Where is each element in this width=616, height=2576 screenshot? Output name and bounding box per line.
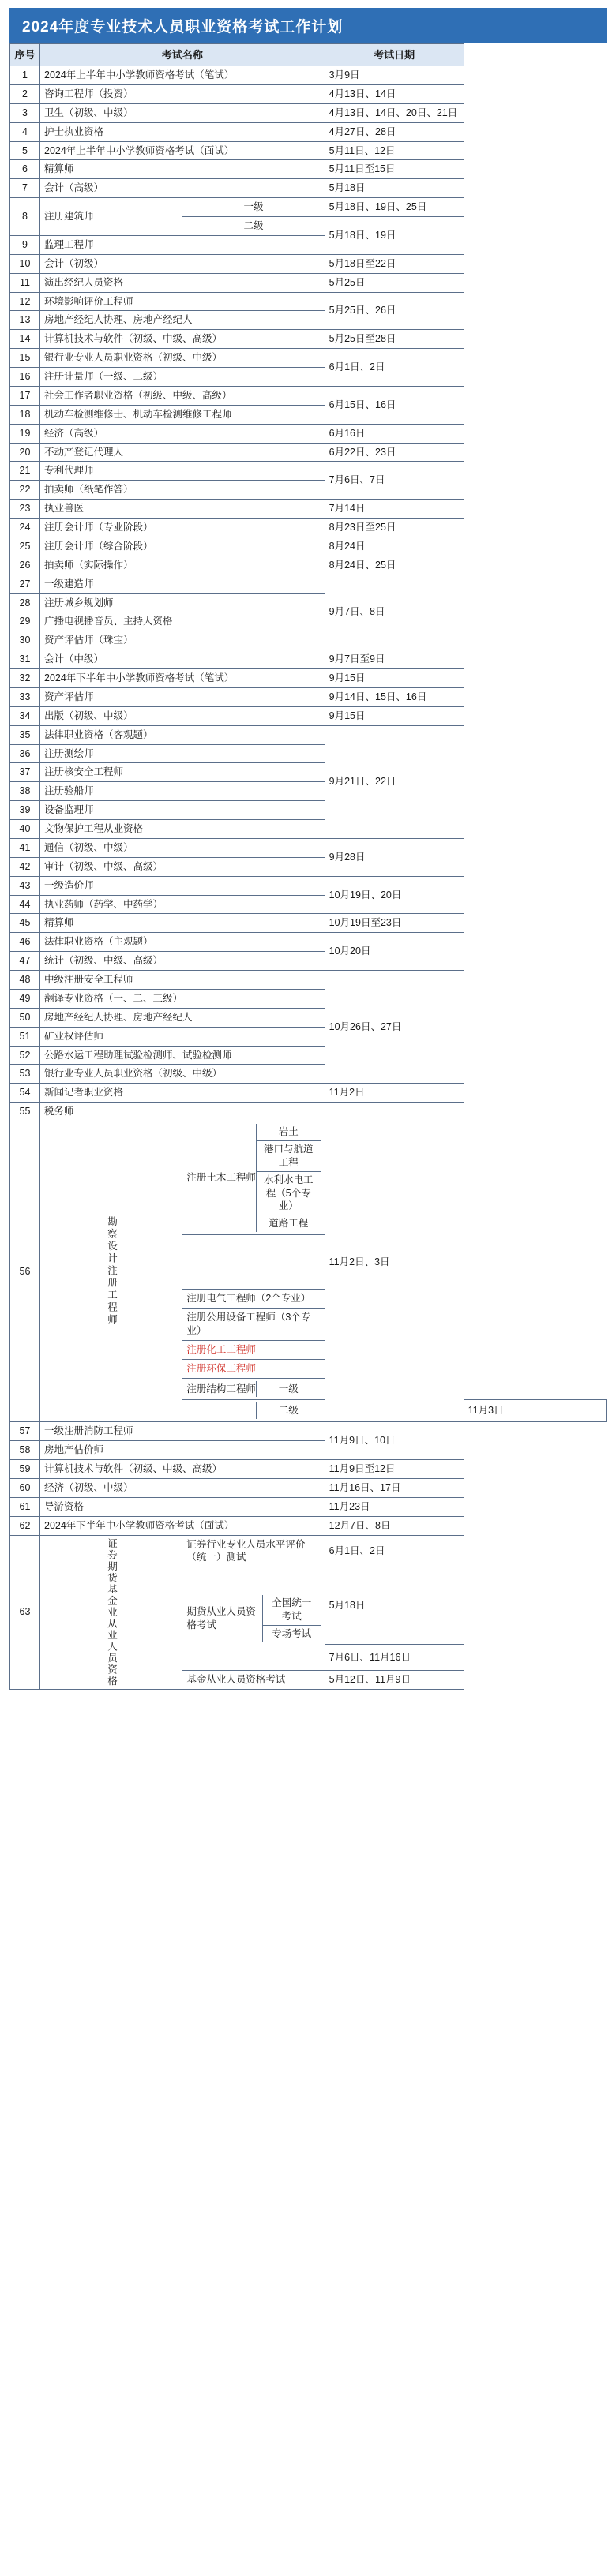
row-name: 房地产经纪人协理、房地产经纪人 xyxy=(40,311,325,330)
table-row xyxy=(10,254,607,273)
table-row xyxy=(10,801,607,820)
row-name: 会计（高级） xyxy=(40,179,325,198)
row-name: 注册计量师（一级、二级） xyxy=(40,368,325,387)
row-name: 卫生（初级、中级） xyxy=(40,103,325,122)
row-date: 3月9日 xyxy=(325,66,464,85)
row-subgroup xyxy=(182,1378,325,1400)
row-name: 房地产估价师 xyxy=(40,1441,325,1460)
row-seq: 51 xyxy=(10,1027,40,1046)
row-seq: 19 xyxy=(10,424,40,443)
row-group-label xyxy=(40,1535,182,1690)
row-seq: 2 xyxy=(10,84,40,103)
row-seq: 17 xyxy=(10,386,40,405)
row-seq: 5 xyxy=(10,141,40,160)
row-seq: 55 xyxy=(10,1103,40,1121)
row-seq: 49 xyxy=(10,989,40,1008)
row-name: 经济（高级） xyxy=(40,424,325,443)
row-date: 9月15日 xyxy=(325,706,464,725)
table-row xyxy=(10,424,607,443)
table-row xyxy=(10,820,607,839)
row-name: 2024年下半年中小学教师资格考试（笔试） xyxy=(40,669,325,688)
row-name: 翻译专业资格（一、二、三级） xyxy=(40,989,325,1008)
table-row xyxy=(10,650,607,669)
row-seq: 40 xyxy=(10,820,40,839)
row-seq: 1 xyxy=(10,66,40,85)
table-row xyxy=(10,1046,607,1065)
row-name: 房地产经纪人协理、房地产经纪人 xyxy=(40,1008,325,1027)
row-seq: 59 xyxy=(10,1460,40,1479)
row-subgroup xyxy=(182,1567,325,1671)
row-name: 2024年上半年中小学教师资格考试（笔试） xyxy=(40,66,325,85)
table-row xyxy=(10,914,607,933)
row-group-label-text: 勘察设计注册工程师 xyxy=(106,1216,118,1327)
row-seq: 53 xyxy=(10,1065,40,1084)
row-date: 5月25日至28日 xyxy=(325,330,464,349)
row-seq: 16 xyxy=(10,368,40,387)
row-seq: 50 xyxy=(10,1008,40,1027)
row-seq: 23 xyxy=(10,500,40,519)
row-subgroup-label: 注册结构工程师 xyxy=(186,1383,256,1395)
row-name: 注册建筑师 xyxy=(40,198,182,236)
row-date: 11月16日、17日 xyxy=(325,1478,464,1497)
row-subgroup xyxy=(182,1400,325,1422)
row-date: 6月1日、2日 xyxy=(325,1535,464,1567)
row-subitem: 岩土 xyxy=(256,1124,320,1140)
row-seq: 41 xyxy=(10,838,40,857)
table-row xyxy=(10,556,607,575)
row-seq: 12 xyxy=(10,292,40,311)
column-header-name: 考试名称 xyxy=(40,44,325,66)
table-row xyxy=(10,1027,607,1046)
table-row xyxy=(10,349,607,368)
row-name: 设备监理师 xyxy=(40,801,325,820)
row-seq: 8 xyxy=(10,198,40,236)
row-name: 环境影响评价工程师 xyxy=(40,292,325,311)
row-date: 4月27日、28日 xyxy=(325,122,464,141)
row-seq: 33 xyxy=(10,687,40,706)
table-row xyxy=(10,1535,607,1567)
row-date: 12月7日、8日 xyxy=(325,1516,464,1535)
row-name: 2024年上半年中小学教师资格考试（面试） xyxy=(40,141,325,160)
row-name: 注册测绘师 xyxy=(40,744,325,763)
row-seq: 25 xyxy=(10,537,40,556)
row-subitem: 专场考试 xyxy=(262,1626,320,1642)
row-date: 5月18日、19日、25日 xyxy=(325,198,464,217)
row-name: 资产评估师 xyxy=(40,687,325,706)
row-date: 7月6日、7日 xyxy=(325,462,464,500)
table-row xyxy=(10,235,607,254)
row-seq: 15 xyxy=(10,349,40,368)
table-row xyxy=(10,989,607,1008)
row-date: 6月1日、2日 xyxy=(325,349,464,387)
row-name: 精算师 xyxy=(40,160,325,179)
table-row xyxy=(10,669,607,688)
table-row xyxy=(10,537,607,556)
row-group-label-text: 证券期货基金业从业人员资格 xyxy=(106,1537,118,1687)
row-date: 5月18日、19日 xyxy=(325,217,464,255)
row-group-label xyxy=(40,1121,182,1422)
table-body xyxy=(10,66,607,1690)
table-row xyxy=(10,66,607,85)
row-seq: 39 xyxy=(10,801,40,820)
row-seq: 45 xyxy=(10,914,40,933)
table-row xyxy=(10,443,607,462)
row-seq: 37 xyxy=(10,763,40,782)
row-date: 11月2日、3日 xyxy=(325,1103,464,1422)
row-name: 注册核安全工程师 xyxy=(40,763,325,782)
row-date: 6月16日 xyxy=(325,424,464,443)
row-subgroup: 注册电气工程师（2个专业） xyxy=(182,1290,325,1309)
row-name: 一级建造师 xyxy=(40,575,325,593)
table-row xyxy=(10,575,607,593)
row-name: 监理工程师 xyxy=(40,235,325,254)
row-name: 资产评估师（珠宝） xyxy=(40,631,325,650)
row-seq: 18 xyxy=(10,405,40,424)
row-seq: 22 xyxy=(10,481,40,500)
row-name: 银行业专业人员职业资格（初级、中级） xyxy=(40,349,325,368)
row-name: 咨询工程师（投资） xyxy=(40,84,325,103)
row-subgroup-label: 期货从业人员资格考试 xyxy=(186,1606,256,1631)
page-title: 2024年度专业技术人员职业资格考试工作计划 xyxy=(9,8,607,43)
table-row xyxy=(10,141,607,160)
row-seq: 27 xyxy=(10,575,40,593)
row-date: 11月9日至12日 xyxy=(325,1460,464,1479)
row-date: 9月7日、8日 xyxy=(325,575,464,650)
row-date: 11月2日 xyxy=(325,1084,464,1103)
table-row xyxy=(10,876,607,895)
row-name: 演出经纪人员资格 xyxy=(40,273,325,292)
row-date: 5月11日至15日 xyxy=(325,160,464,179)
row-name: 一级注册消防工程师 xyxy=(40,1422,325,1441)
row-name: 审计（初级、中级、高级） xyxy=(40,857,325,876)
row-seq: 46 xyxy=(10,933,40,952)
row-subgroup: 证券行业专业人员水平评价（统一）测试 xyxy=(182,1535,325,1567)
row-name: 社会工作者职业资格（初级、中级、高级） xyxy=(40,386,325,405)
row-date: 11月3日 xyxy=(464,1400,606,1422)
row-name: 执业药师（药学、中药学） xyxy=(40,895,325,914)
row-subgroup-label: 注册土木工程师 xyxy=(186,1172,256,1184)
table-row xyxy=(10,1084,607,1103)
row-seq: 42 xyxy=(10,857,40,876)
table-row xyxy=(10,330,607,349)
row-name: 导游资格 xyxy=(40,1497,325,1516)
row-name: 拍卖师（纸笔作答） xyxy=(40,481,325,500)
row-name: 银行业专业人员职业资格（初级、中级） xyxy=(40,1065,325,1084)
row-name: 广播电视播音员、主持人资格 xyxy=(40,612,325,631)
row-date: 10月19日至23日 xyxy=(325,914,464,933)
row-seq: 11 xyxy=(10,273,40,292)
table-row xyxy=(10,631,607,650)
row-seq: 26 xyxy=(10,556,40,575)
table-row xyxy=(10,1478,607,1497)
row-seq: 44 xyxy=(10,895,40,914)
table-row xyxy=(10,971,607,990)
table-row xyxy=(10,386,607,405)
row-date: 8月24日 xyxy=(325,537,464,556)
row-name: 法律职业资格（主观题） xyxy=(40,933,325,952)
row-name: 注册验船师 xyxy=(40,782,325,801)
table-row xyxy=(10,368,607,387)
row-date: 8月24日、25日 xyxy=(325,556,464,575)
row-seq: 28 xyxy=(10,593,40,612)
row-subitem: 全国统一考试 xyxy=(262,1595,320,1625)
row-date: 5月25日、26日 xyxy=(325,292,464,330)
table-row xyxy=(10,1008,607,1027)
row-date: 5月12日、11月9日 xyxy=(325,1671,464,1690)
table-row xyxy=(10,744,607,763)
row-subitem: 一级 xyxy=(256,1381,320,1398)
row-seq: 48 xyxy=(10,971,40,990)
table-row xyxy=(10,198,607,217)
table-row xyxy=(10,763,607,782)
row-seq: 34 xyxy=(10,706,40,725)
table-row xyxy=(10,500,607,519)
row-name: 注册会计师（专业阶段） xyxy=(40,519,325,537)
row-date: 8月23日至25日 xyxy=(325,519,464,537)
row-seq: 63 xyxy=(10,1535,40,1690)
table-row xyxy=(10,84,607,103)
table-row xyxy=(10,1460,607,1479)
row-subgroup: 注册公用设备工程师（3个专业） xyxy=(182,1309,325,1341)
row-date: 5月18日至22日 xyxy=(325,254,464,273)
row-subgroup xyxy=(182,1121,325,1235)
row-seq: 58 xyxy=(10,1441,40,1460)
row-date: 11月9日、10日 xyxy=(325,1422,464,1460)
row-name: 出版（初级、中级） xyxy=(40,706,325,725)
table-row xyxy=(10,1516,607,1535)
table-row xyxy=(10,292,607,311)
table-row xyxy=(10,273,607,292)
row-subitem: 二级 xyxy=(256,1402,320,1419)
row-name: 护士执业资格 xyxy=(40,122,325,141)
row-seq: 31 xyxy=(10,650,40,669)
row-seq: 6 xyxy=(10,160,40,179)
row-name: 通信（初级、中级） xyxy=(40,838,325,857)
row-seq: 60 xyxy=(10,1478,40,1497)
row-date: 4月13日、14日、20日、21日 xyxy=(325,103,464,122)
exam-schedule-table xyxy=(9,43,607,1690)
table-row xyxy=(10,706,607,725)
row-date: 10月19日、20日 xyxy=(325,876,464,914)
row-name: 公路水运工程助理试验检测师、试验检测师 xyxy=(40,1046,325,1065)
row-subitem: 一级 xyxy=(182,198,325,217)
row-seq: 62 xyxy=(10,1516,40,1535)
row-seq: 3 xyxy=(10,103,40,122)
table-row xyxy=(10,1441,607,1460)
row-name: 新闻记者职业资格 xyxy=(40,1084,325,1103)
row-date: 5月18日 xyxy=(325,1567,464,1645)
table-row xyxy=(10,122,607,141)
row-name: 经济（初级、中级） xyxy=(40,1478,325,1497)
row-name: 计算机技术与软件（初级、中级、高级） xyxy=(40,330,325,349)
column-header-date: 考试日期 xyxy=(325,44,464,66)
row-name: 会计（初级） xyxy=(40,254,325,273)
row-seq: 14 xyxy=(10,330,40,349)
row-seq: 52 xyxy=(10,1046,40,1065)
row-subgroup: 注册环保工程师 xyxy=(182,1359,325,1378)
row-date: 9月28日 xyxy=(325,838,464,876)
row-date: 5月11日、12日 xyxy=(325,141,464,160)
row-seq: 4 xyxy=(10,122,40,141)
row-name: 拍卖师（实际操作） xyxy=(40,556,325,575)
row-date: 7月14日 xyxy=(325,500,464,519)
row-date: 9月15日 xyxy=(325,669,464,688)
row-name: 2024年下半年中小学教师资格考试（面试） xyxy=(40,1516,325,1535)
row-seq: 24 xyxy=(10,519,40,537)
row-date: 4月13日、14日 xyxy=(325,84,464,103)
table-row xyxy=(10,725,607,744)
row-seq: 47 xyxy=(10,952,40,971)
table-row xyxy=(10,782,607,801)
row-seq: 61 xyxy=(10,1497,40,1516)
row-subgroup-label-spacer xyxy=(186,1402,256,1419)
row-date: 9月21日、22日 xyxy=(325,725,464,838)
row-name: 文物保护工程从业资格 xyxy=(40,820,325,839)
table-header-row xyxy=(10,44,607,66)
table-row xyxy=(10,179,607,198)
table-row xyxy=(10,895,607,914)
row-seq: 30 xyxy=(10,631,40,650)
row-date: 10月26日、27日 xyxy=(325,971,464,1084)
table-row xyxy=(10,1103,607,1121)
table-row xyxy=(10,311,607,330)
row-seq: 29 xyxy=(10,612,40,631)
row-name: 机动车检测维修士、机动车检测维修工程师 xyxy=(40,405,325,424)
row-date: 9月14日、15日、16日 xyxy=(325,687,464,706)
row-date: 7月6日、11月16日 xyxy=(325,1644,464,1670)
row-seq: 54 xyxy=(10,1084,40,1103)
row-seq: 38 xyxy=(10,782,40,801)
row-name: 税务师 xyxy=(40,1103,325,1121)
row-seq: 57 xyxy=(10,1422,40,1441)
column-header-seq: 序号 xyxy=(10,44,40,66)
row-seq: 7 xyxy=(10,179,40,198)
row-name: 一级造价师 xyxy=(40,876,325,895)
row-date: 6月22日、23日 xyxy=(325,443,464,462)
table-row xyxy=(10,933,607,952)
row-date: 11月23日 xyxy=(325,1497,464,1516)
row-seq: 13 xyxy=(10,311,40,330)
table-row xyxy=(10,612,607,631)
row-name: 精算师 xyxy=(40,914,325,933)
row-seq: 43 xyxy=(10,876,40,895)
row-name: 执业兽医 xyxy=(40,500,325,519)
row-seq: 35 xyxy=(10,725,40,744)
table-row xyxy=(10,1422,607,1441)
row-subitem: 道路工程 xyxy=(256,1215,320,1232)
row-seq: 21 xyxy=(10,462,40,481)
row-seq: 10 xyxy=(10,254,40,273)
row-name: 中级注册安全工程师 xyxy=(40,971,325,990)
row-subitem: 二级 xyxy=(182,217,325,236)
row-seq: 56 xyxy=(10,1121,40,1422)
row-seq: 9 xyxy=(10,235,40,254)
table-row xyxy=(10,838,607,857)
table-row xyxy=(10,1497,607,1516)
row-name: 统计（初级、中级、高级） xyxy=(40,952,325,971)
table-row xyxy=(10,405,607,424)
row-subgroup: 基金从业人员资格考试 xyxy=(182,1671,325,1690)
table-row xyxy=(10,481,607,500)
row-date: 5月18日 xyxy=(325,179,464,198)
row-seq: 32 xyxy=(10,669,40,688)
row-name: 注册城乡规划师 xyxy=(40,593,325,612)
row-name: 计算机技术与软件（初级、中级、高级） xyxy=(40,1460,325,1479)
row-subitem: 港口与航道工程 xyxy=(256,1140,320,1171)
table-row xyxy=(10,593,607,612)
table-row xyxy=(10,103,607,122)
table-row xyxy=(10,687,607,706)
table-row xyxy=(10,1121,607,1235)
row-name: 会计（中级） xyxy=(40,650,325,669)
table-row xyxy=(10,857,607,876)
table-row xyxy=(10,462,607,481)
table-row xyxy=(10,952,607,971)
table-row xyxy=(10,1065,607,1084)
row-name: 法律职业资格（客观题） xyxy=(40,725,325,744)
row-name: 注册会计师（综合阶段） xyxy=(40,537,325,556)
row-name: 专利代理师 xyxy=(40,462,325,481)
row-date: 6月15日、16日 xyxy=(325,386,464,424)
row-date: 10月20日 xyxy=(325,933,464,971)
row-subgroup: 注册化工工程师 xyxy=(182,1340,325,1359)
row-seq: 20 xyxy=(10,443,40,462)
row-name: 不动产登记代理人 xyxy=(40,443,325,462)
row-date: 9月7日至9日 xyxy=(325,650,464,669)
table-row xyxy=(10,160,607,179)
row-subitem: 水利水电工程（5个专业） xyxy=(256,1171,320,1215)
row-seq: 36 xyxy=(10,744,40,763)
row-name: 矿业权评估师 xyxy=(40,1027,325,1046)
table-row xyxy=(10,519,607,537)
row-date: 5月25日 xyxy=(325,273,464,292)
